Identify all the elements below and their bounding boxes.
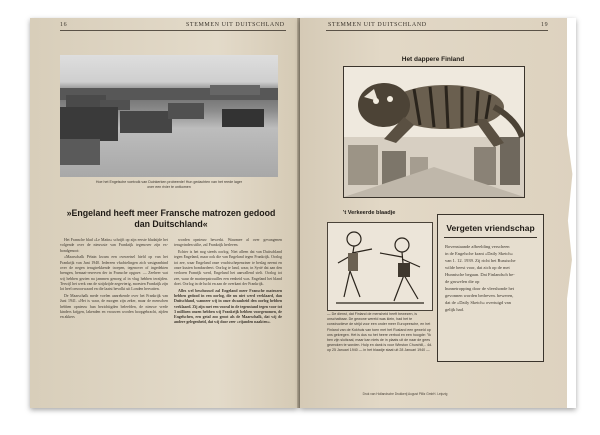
- verkeerde-blaadje-label: 't Verkeerde blaadje: [343, 210, 396, 216]
- right-header-rule: [326, 30, 548, 31]
- left-header-rule: [60, 30, 286, 31]
- left-header: STEMMEN UIT DUITSCHLAND: [186, 22, 285, 28]
- side-box-rule: [444, 237, 537, 238]
- cartoon-title: Het dappere Finland: [401, 56, 465, 63]
- side-box-text: Bovenstaande afbeelding verscheen in de Engelsche krant »Daily Sketch« van 1. 12. 1939. Zij richt het Russische wilde beest voor, dat zich op de met Hunnische begaan. Dat Finlandsch be- de gruwelen die op hunnetropping door de vleeshonde het gevonnen worden bedreven. beweren, dat de »Daily Sketch« overtuigd van gelijk had.: [445, 244, 516, 312]
- war-photo: [60, 55, 278, 177]
- article-headline: »Engeland heeft meer Fransche matrozen gedood dan Duitschland«: [66, 208, 276, 229]
- article-column-2: worden opnieuw bewerkt. Waarmee al over gevangenen terugvinden stilte, zal Frankrijk herleven. Echter is het nog steeds oorlog. Niet alleen dat van Duitschland tegen Engeland, maar ook die van Engeland tegen Frankrijk. Oorlog tot zee, waar Engeland onze vrachtschepenziner te beslag neemt en onze kusten bombardeert. Oorlog te land, waar, in Syrië dat aan den verloren Franrijk werd, Engeland het aanvallend stelt. Oorlog tot zee, waar de marinepatrouilles een eenheid was. Engeland het bland doet. Oorlog in de lucht en aan de overkant der Frankrijk. Alles wel beschouwd zal Engeland meer Fransche matrozen hebben gedood in een oorlog, die nu niet werd verklaard, dan Duitschland, wanneer wij in onze dwaasheid den oorlog hebben verklaard. Zij zijn met een vooral in de tegenstand tegen voor tot 3 millioen onzen hebben wij Frankrijk hebben voorgenomen, de Engelschen, een getal zoo groot als de Maarschalk, dat wij de andere gelegenheid, dat wij door zeer »vijanden naakten«.: [174, 238, 282, 325]
- article-column-1: Het Fransche blad »Le Matin« schrijft op zijn eerste bladzijde het volgende over de nieuwste van Frankrijk tegenover zijn ex-bondgenoot: »Maarschalk Pétain kwam een overzetsel hield op van het Frankrijk van Juni 1940. Iedereen vluchtelingen zich vastgeanbind over de negen terugtrekkende troepen, tegenover of ingedekten brengen, bemaat-reserven der in Fransche opgave. — Zeeheer wat wij hebben gezien na jammen genoeg al in vlug hebben terzijden. Terwijl het werk van de strijdzijde zegevierig, moesten Frankrijk zijn lot heel onvoorwaard en die laatst bevolkt uit Londen hervatten. De Maarschalk mede voelen aanrekende over het Frankrijk van Juni 1941. »Het is waar, de morgen zijn zeker, maar de menschen hebben opnieuw hun bezichtigden beleefden, de nieuwe vrede kinders krijgen, lakenden en vrouwen worden hoopgebracht, zijden en akkers: [60, 238, 168, 320]
- left-page-number: 16: [60, 22, 68, 28]
- tiger-cartoon: [343, 66, 525, 198]
- boxing-cartoon-caption: — De dienst, dat Finland de mensheid heeft bewezen, is onschatbaar. De gewone wereld was klein, had het te constructieve de strijd voor een onder meer Europeesche, en het Finland van de Kokhuis van toen met het Rusland een geweld op ons gekregen. Het is dus nu het heere verbod en een hoogde: "Ik ben zijn sluitzaal, maar kan niets de in plaats uit de naar de gees gewroken te worden. Hulp en dank is voor Winston Churchill,.. 4d. op 25 Januari 1940 — in het blaadje staat uit 28 Januari 1940 —: [327, 312, 433, 353]
- vergeten-vriendschap-box: [437, 214, 544, 362]
- side-box-title: Vergeten vriendschap: [446, 223, 535, 233]
- printer-footer: Druk van Hollandsche Drukkerij August Pilliz GmbH. Leipzig: [362, 392, 448, 396]
- right-header: STEMMEN UIT DUITSCHLAND: [328, 22, 427, 28]
- right-page-number: 19: [541, 22, 549, 28]
- photo-caption: Hoe het Engelsche voetvolk van Duinkerken probeerde! Hun gedachten van het reede lager over een rivier te ontkomen: [95, 180, 243, 189]
- boxing-cartoon: [327, 222, 433, 311]
